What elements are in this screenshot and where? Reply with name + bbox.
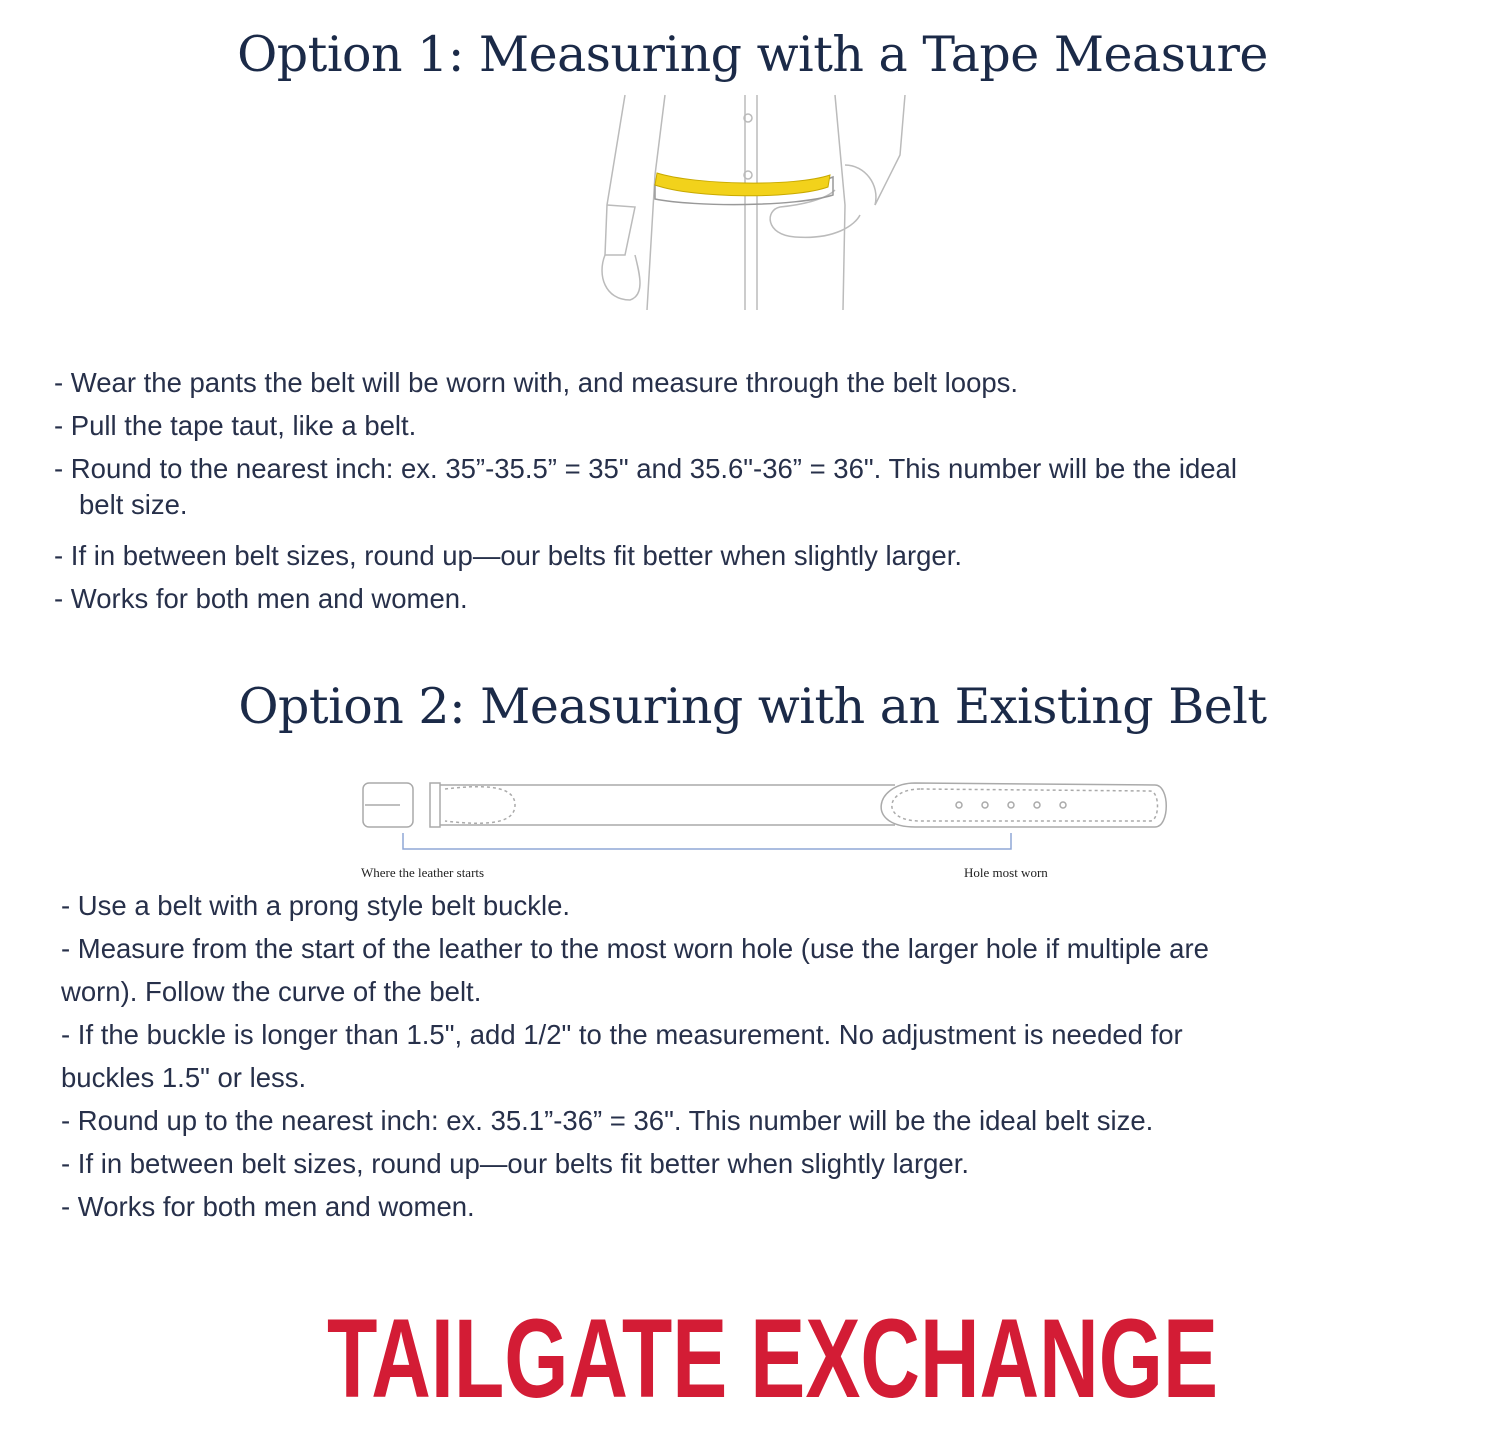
option1-line-3-cont: belt size. (79, 489, 188, 520)
option1-line-2: - Pull the tape taut, like a belt. (54, 410, 417, 441)
tailgate-exchange-logo (327, 1296, 1219, 1421)
label-leather-start: Where the leather starts (361, 865, 485, 880)
brand-name: TAILGATE EXCHANGE (327, 1296, 1218, 1421)
option2-line-5: - If in between belt sizes, round up—our belts fit better when slightly larger. (61, 1148, 969, 1179)
measurement-bracket (403, 833, 1011, 849)
option2-line-3: - If the buckle is longer than 1.5", add 1/2" to the measurement. No adjustment is needed for (61, 1019, 1183, 1050)
option2-line-1: - Use a belt with a prong style belt buckle. (61, 890, 571, 921)
option2-heading: Option 2: Measuring with an Existing Belt (238, 678, 1267, 735)
option2-line-3-cont: buckles 1.5" or less. (61, 1062, 307, 1093)
option2-line-4: - Round up to the nearest inch: ex. 35.1”-36” = 36". This number will be the ideal belt size. (61, 1105, 1154, 1136)
option1-line-5: - Works for both men and women. (54, 583, 468, 614)
tape-measure-illustration (595, 95, 915, 315)
option2-line-2: - Measure from the start of the leather to the most worn hole (use the larger hole if multiple are (61, 933, 1209, 964)
option1-line-1: - Wear the pants the belt will be worn with, and measure through the belt loops. (54, 367, 1019, 398)
belt-diagram (355, 775, 1175, 855)
option1-heading: Option 1: Measuring with a Tape Measure (237, 26, 1268, 83)
tape-measure (655, 173, 830, 196)
option1-line-3: - Round to the nearest inch: ex. 35”-35.5” = 35" and 35.6"-36” = 36". This number will be the ideal (54, 453, 1237, 484)
option2-line-6: - Works for both men and women. (61, 1191, 475, 1222)
option1-line-4: - If in between belt sizes, round up—our belts fit better when slightly larger. (54, 540, 962, 571)
label-hole-most-worn: Hole most worn (964, 865, 1048, 880)
option2-line-2-cont: worn). Follow the curve of the belt. (61, 976, 482, 1007)
